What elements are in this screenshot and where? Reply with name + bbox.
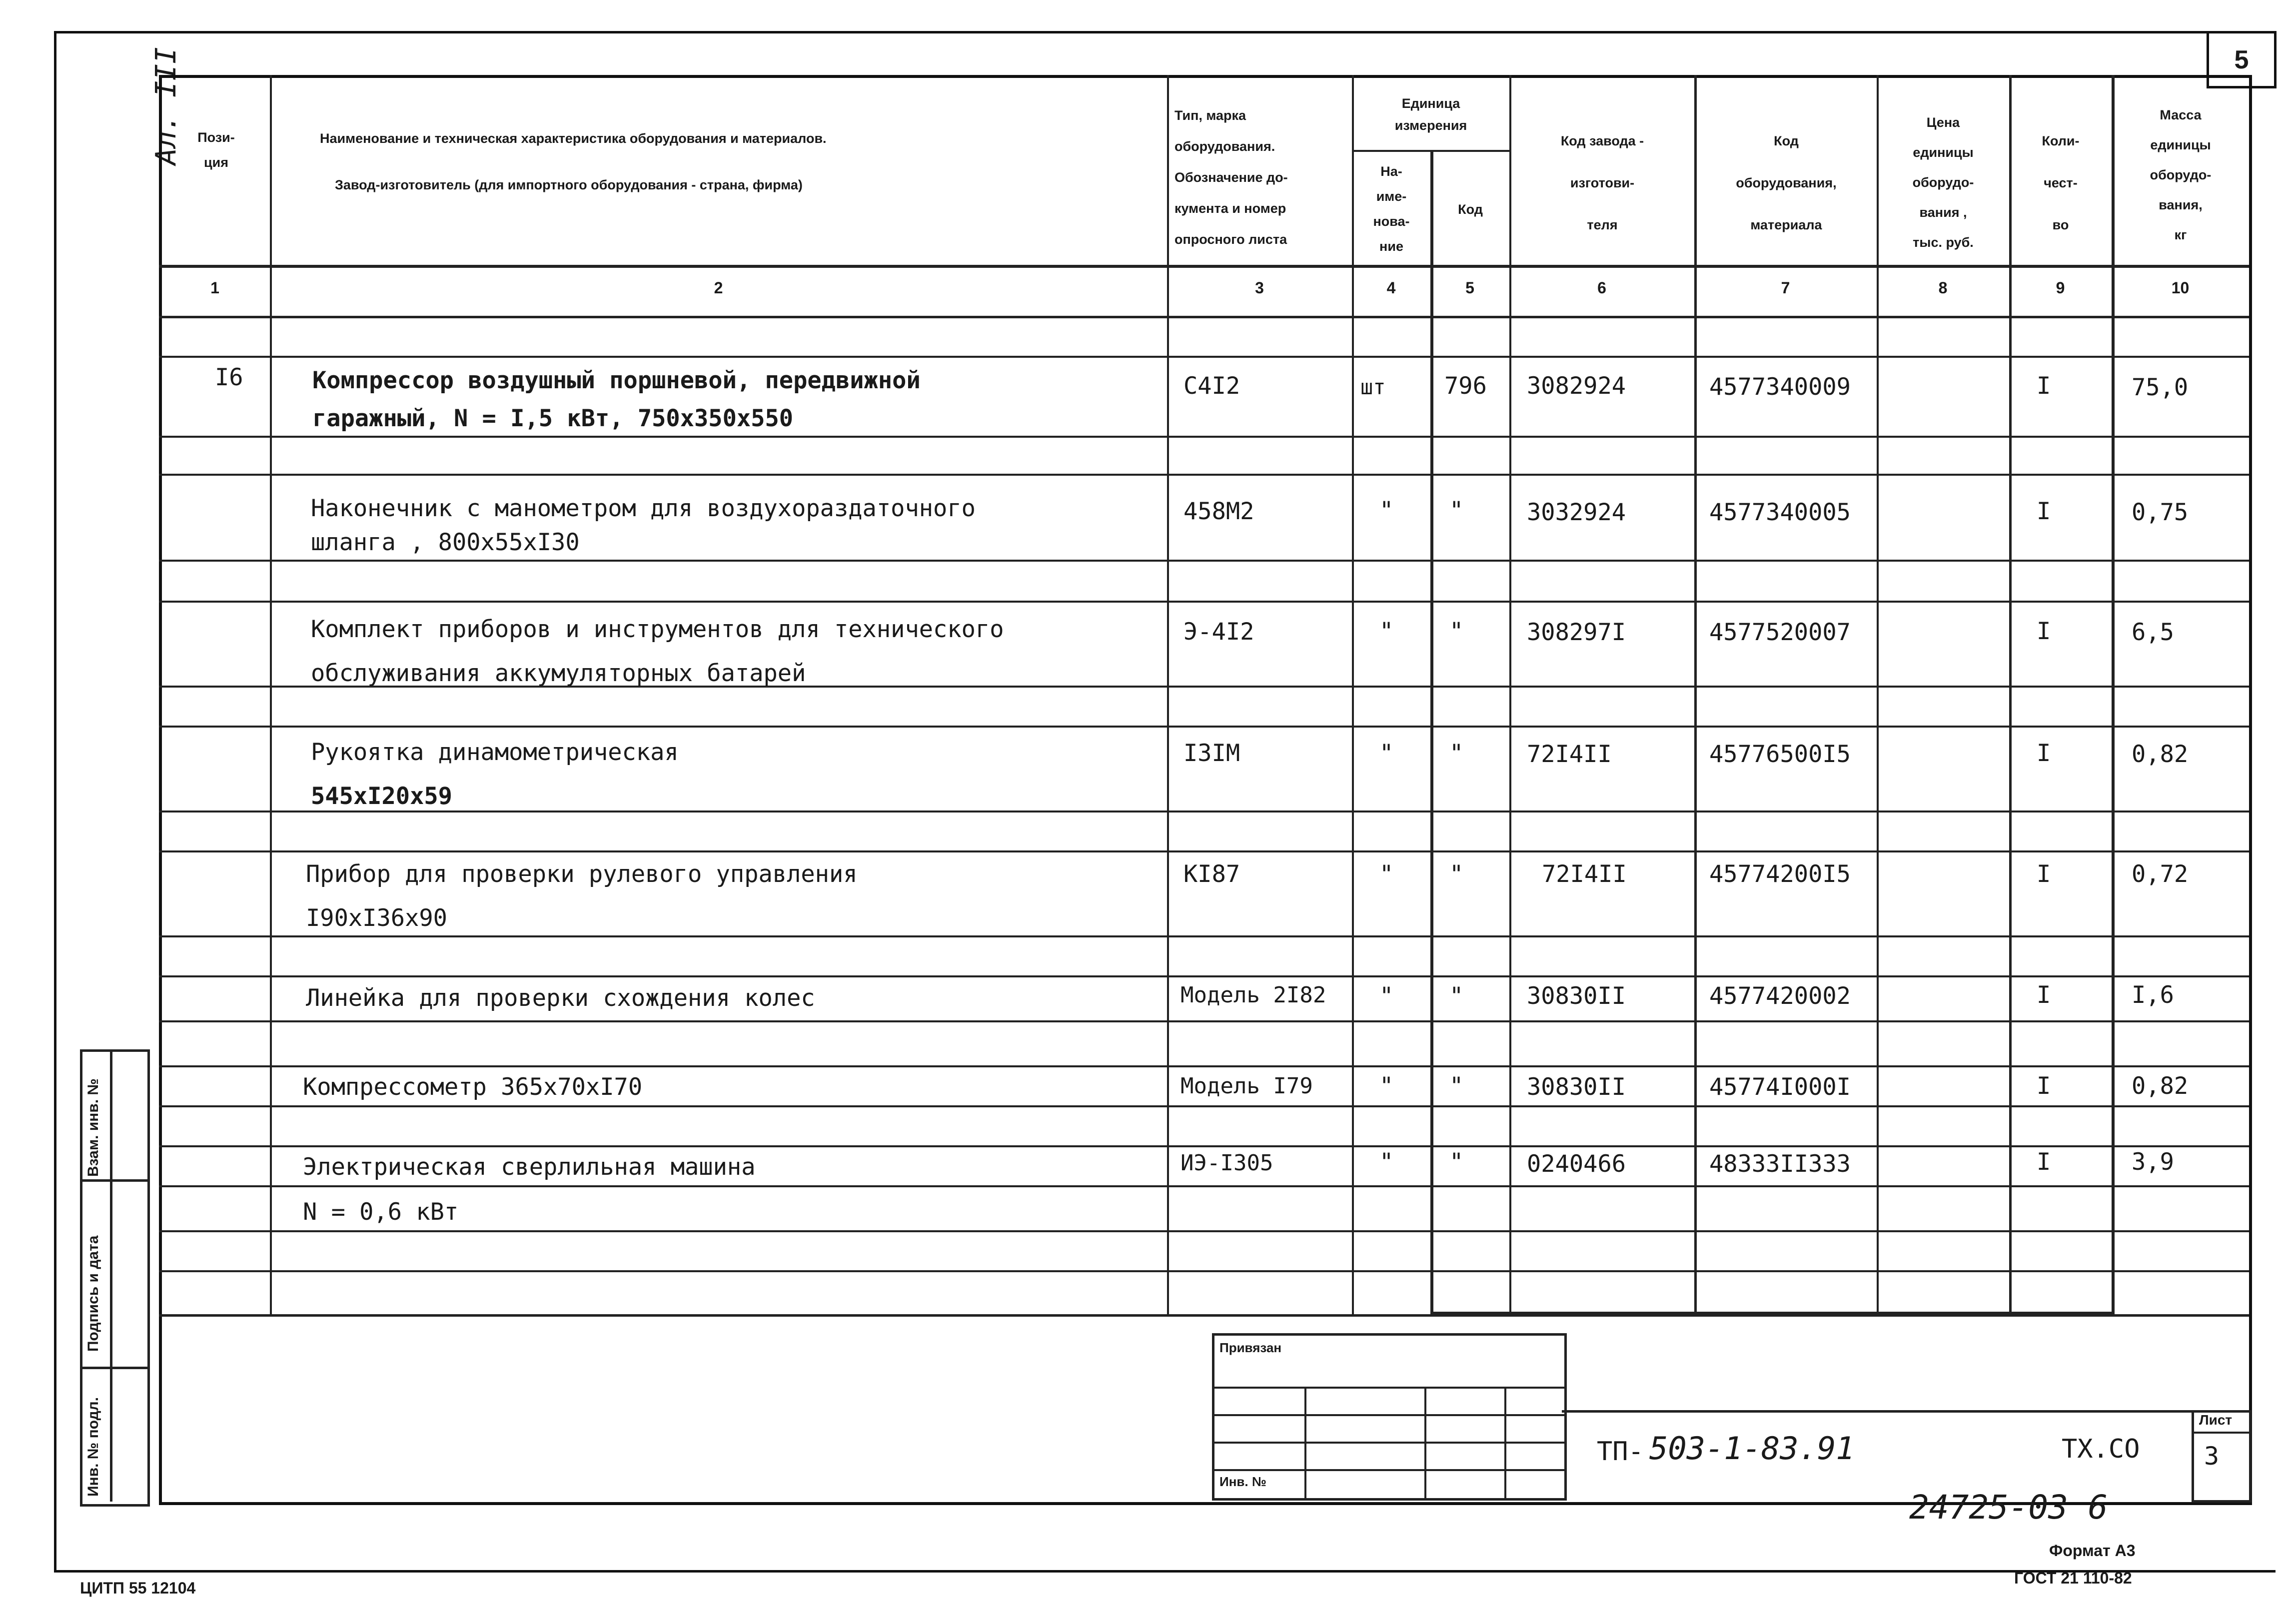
col-line-8 — [2009, 75, 2012, 1314]
doc-code-prefix: ТП- — [1597, 1437, 1644, 1467]
row-mass: 6,5 — [2132, 619, 2174, 646]
row-unit-code: " — [1449, 740, 1464, 767]
header-plant-code: Код завода - изготови- теля — [1560, 133, 1644, 232]
sheet-label: Лист — [2199, 1412, 2233, 1428]
row-quantity: I — [2037, 618, 2051, 645]
row-line — [159, 1230, 2249, 1232]
header-mass: Масса единицы оборудо- вания, кг — [2150, 107, 2212, 242]
row-mass: 75,0 — [2132, 374, 2189, 401]
row-type: Э-4I2 — [1183, 618, 1254, 646]
column-number: 5 — [1465, 279, 1474, 297]
row-equipment-code: 45774200I5 — [1709, 860, 1851, 888]
col-line-5 — [1509, 75, 1511, 1314]
row-position: I6 — [215, 364, 243, 391]
row-equipment-code: 4577340009 — [1709, 373, 1851, 401]
row-quantity: I — [2037, 740, 2051, 767]
row-unit-code: " — [1449, 618, 1464, 645]
binding-line — [1212, 1387, 1564, 1389]
header-name-line1: Наименование и техническая характеристика оборудования и материалов. — [320, 131, 827, 146]
col-line-4 — [1430, 150, 1433, 1314]
header-bottom-line — [159, 265, 2249, 268]
header-type: Тип, марка оборудования. Обозначение до- кумента и номер опросного листа — [1174, 108, 1288, 247]
inv-no-label: Инв. № — [1219, 1474, 1266, 1489]
row-plant-code: 30830II — [1527, 982, 1626, 1010]
binding-line — [1212, 1414, 1564, 1416]
row-quantity: I — [2037, 1072, 2051, 1100]
row-unit: " — [1379, 1148, 1394, 1176]
tsitp-label: ЦИТП 55 12104 — [80, 1579, 196, 1597]
row-unit: " — [1379, 1072, 1394, 1100]
binding-col-line — [1304, 1387, 1306, 1499]
row-name-line1: Прибор для проверки рулевого управления — [306, 860, 858, 888]
row-unit-code: " — [1449, 982, 1464, 1010]
column-numbers-bottom-line — [159, 316, 2249, 318]
side-stamp-sign-date: Подпись и дата — [85, 1235, 101, 1352]
column-number: 6 — [1597, 279, 1606, 297]
side-stamp-line — [80, 1367, 147, 1369]
row-unit: " — [1379, 982, 1394, 1010]
row-mass: 0,82 — [2132, 741, 2189, 768]
col-line-2 — [1167, 75, 1169, 1314]
archive-number: 24725-03 6 — [1909, 1488, 2108, 1527]
header-unit-price: Цена единицы оборудо- вания , тыс. руб. — [1912, 115, 1974, 250]
column-number: 1 — [210, 279, 219, 297]
row-mass: I,6 — [2132, 981, 2174, 1009]
gost-label: ГОСТ 21 110-82 — [2014, 1569, 2132, 1587]
side-stamp-inv-orig: Инв. № подл. — [85, 1397, 101, 1497]
row-line — [159, 560, 2249, 562]
row-line — [159, 726, 2249, 728]
row-unit: " — [1379, 497, 1394, 524]
row-name-line2: 545xI20x59 — [311, 783, 452, 810]
row-mass: 0,82 — [2132, 1072, 2189, 1100]
row-unit-code: " — [1449, 497, 1464, 524]
doc-mark: ТХ.СО — [2062, 1434, 2140, 1464]
row-line — [159, 935, 2249, 937]
column-number: 3 — [1255, 279, 1264, 297]
row-name-line2: обслуживания аккумуляторных батарей — [311, 660, 806, 687]
row-line — [159, 1185, 2249, 1187]
sheet-corner-number: 5 — [2207, 31, 2277, 88]
row-equipment-code: 45776500I5 — [1709, 741, 1851, 768]
row-name-line2: I90xI36x90 — [306, 904, 447, 932]
column-number: 2 — [714, 279, 723, 297]
binding-line — [1212, 1442, 1564, 1444]
row-plant-code: 3082924 — [1527, 372, 1626, 400]
row-type: С4I2 — [1183, 372, 1240, 400]
side-stamp-divider — [110, 1049, 112, 1502]
row-line — [159, 850, 2249, 852]
row-plant-code: 72I4II — [1542, 860, 1627, 888]
row-mass: 0,75 — [2132, 499, 2189, 526]
col-line-6 — [1694, 75, 1697, 1314]
row-type: ИЭ-I305 — [1180, 1150, 1273, 1176]
row-plant-code: 0240466 — [1527, 1150, 1626, 1178]
row-quantity: I — [2037, 498, 2051, 525]
header-unit-group: Единица измерения — [1394, 96, 1467, 133]
row-line — [159, 1020, 2249, 1022]
row-plant-code: 3032924 — [1527, 499, 1626, 526]
row-type: I3IМ — [1183, 740, 1240, 767]
sheet-number: 3 — [2204, 1442, 2220, 1471]
row-quantity: I — [2037, 1148, 2051, 1176]
row-type: Модель I79 — [1180, 1073, 1313, 1099]
row-equipment-code: 4577520007 — [1709, 619, 1851, 646]
row-equipment-code: 48333II333 — [1709, 1150, 1851, 1178]
row-unit-code: " — [1449, 1148, 1464, 1176]
side-stamp-line — [80, 1179, 147, 1182]
row-name-line1: Наконечник с манометром для воздухораздаточного — [311, 495, 976, 522]
doc-code-handwritten: 503-1-83.91 — [1649, 1430, 1855, 1467]
row-type: 458М2 — [1183, 498, 1254, 525]
header-name-line2: Завод-изготовитель (для импортного оборудования - страна, фирма) — [335, 177, 803, 192]
header-quantity: Коли- чест- во — [2042, 133, 2080, 232]
col-line-3 — [1352, 75, 1354, 1314]
header-equipment-code: Код оборудования, материала — [1736, 133, 1837, 232]
row-line — [159, 1065, 2249, 1067]
row-name-line1: Рукоятка динамометрическая — [311, 739, 679, 766]
row-line — [159, 436, 2249, 438]
row-name-line2: гаражный, N = I,5 кВт, 750x350x550 — [312, 405, 794, 432]
header-position: Пози- ция — [197, 130, 235, 170]
row-name-line2: N = 0,6 кВт — [303, 1198, 459, 1226]
row-unit-code: " — [1449, 860, 1464, 888]
row-plant-code: 308297I — [1527, 619, 1626, 646]
row-unit: " — [1379, 860, 1394, 888]
column-number: 9 — [2056, 279, 2065, 297]
side-handwritten-mark: Ал. III — [150, 46, 182, 165]
row-name-line1: Компрессометр 365x70xI70 — [303, 1073, 643, 1101]
row-plant-code: 72I4II — [1527, 741, 1612, 768]
title-block-top — [1562, 1410, 2244, 1413]
row-quantity: I — [2037, 372, 2051, 400]
row-line — [159, 474, 2249, 476]
row-line — [159, 1145, 2249, 1147]
sheet-cell-divider — [2192, 1432, 2249, 1434]
col-line-9 — [2112, 75, 2115, 1314]
col-line-7 — [1877, 75, 1879, 1314]
row-type: Модель 2I82 — [1180, 982, 1326, 1008]
row-quantity: I — [2037, 860, 2051, 888]
row-unit: " — [1379, 618, 1394, 645]
binding-col-line — [1424, 1387, 1426, 1499]
binding-col-line — [1504, 1387, 1506, 1499]
binding-label: Привязан — [1219, 1340, 1282, 1355]
row-line — [159, 1270, 2249, 1272]
row-equipment-code: 4577420002 — [1709, 982, 1851, 1010]
row-quantity: I — [2037, 981, 2051, 1009]
row-line — [159, 601, 2249, 603]
header-unit-code: Код — [1458, 202, 1483, 217]
row-line — [159, 975, 2249, 977]
binding-line — [1212, 1469, 1564, 1471]
col-line-1 — [270, 75, 272, 1314]
row-unit-code: 796 — [1444, 372, 1487, 400]
row-unit: " — [1379, 740, 1394, 767]
row-line — [159, 1105, 2249, 1107]
column-number: 7 — [1781, 279, 1790, 297]
column-number: 10 — [2171, 279, 2190, 297]
table-bottom-line — [159, 1314, 2249, 1317]
row-name-line2: шланга , 800x55xI30 — [311, 529, 580, 556]
row-name-line1: Электрическая сверлильная машина — [303, 1153, 756, 1181]
row-unit: шт — [1360, 375, 1386, 399]
format-label: Формат А3 — [2049, 1542, 2136, 1560]
header-unit-name: На- име- нова- ние — [1373, 164, 1410, 254]
row-name-line1: Комплект приборов и инструментов для технического — [311, 616, 1004, 643]
side-stamp-vzam: Взам. инв. № — [85, 1078, 101, 1177]
row-equipment-code: 45774I000I — [1709, 1073, 1851, 1101]
row-equipment-code: 4577340005 — [1709, 499, 1851, 526]
row-plant-code: 30830II — [1527, 1073, 1626, 1101]
row-type: КI87 — [1183, 860, 1240, 888]
row-line — [159, 356, 2249, 358]
row-mass: 0,72 — [2132, 860, 2189, 888]
row-line — [159, 810, 2249, 812]
row-mass: 3,9 — [2132, 1148, 2174, 1176]
row-name-line1: Линейка для проверки схождения колес — [306, 984, 815, 1012]
column-number: 8 — [1938, 279, 1948, 297]
row-unit-code: " — [1449, 1072, 1464, 1100]
row-name-line1: Компрессор воздушный поршневой, передвижной — [312, 367, 921, 394]
column-number: 4 — [1386, 279, 1396, 297]
